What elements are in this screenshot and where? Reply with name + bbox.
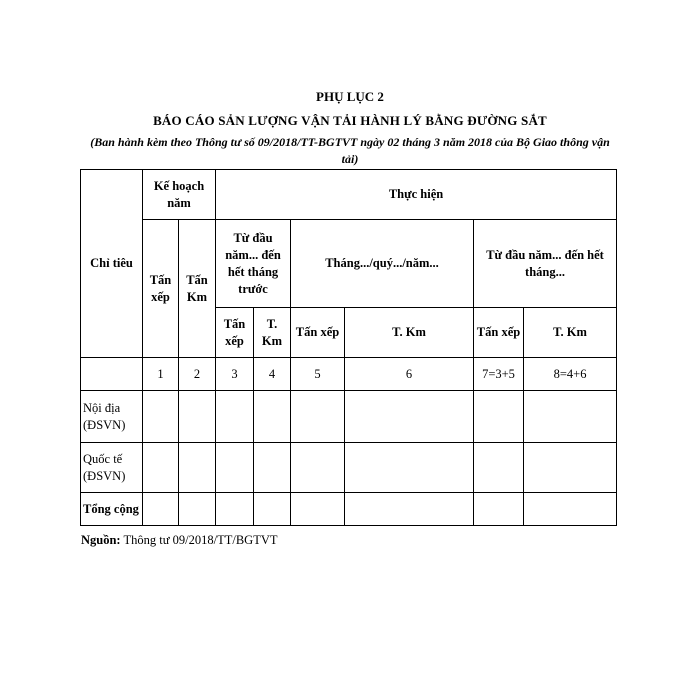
table-cell (143, 443, 179, 493)
column-number: 6 (345, 358, 474, 391)
table-cell (524, 493, 617, 526)
table-cell (143, 493, 179, 526)
table-cell (179, 443, 216, 493)
header-ytd-month: Từ đầu năm... đến hết tháng... (474, 220, 617, 308)
header-period: Tháng.../quý.../năm... (291, 220, 474, 308)
table-cell (291, 443, 345, 493)
table-row (81, 391, 617, 443)
table-cell (291, 391, 345, 443)
column-number: 7=3+5 (474, 358, 524, 391)
table-cell (291, 493, 345, 526)
header-ytd-tons: Tấn xếp (474, 308, 524, 358)
column-number: 8=4+6 (524, 358, 617, 391)
header-plan-tkm: Tấn Km (179, 220, 216, 358)
table-row (81, 443, 617, 493)
column-number-empty (81, 358, 143, 391)
table-cell (345, 493, 474, 526)
column-number: 5 (291, 358, 345, 391)
header-prev-tons: Tấn xếp (216, 308, 254, 358)
report-table (80, 169, 617, 526)
table-cell (179, 391, 216, 443)
column-number-row (81, 358, 617, 391)
header-plan-tons: Tấn xếp (143, 220, 179, 358)
table-row (81, 493, 617, 526)
table-cell (216, 391, 254, 443)
table-cell (474, 443, 524, 493)
table-cell (216, 443, 254, 493)
source-label: Nguồn: (81, 533, 121, 547)
table-cell (179, 493, 216, 526)
header-annual-plan: Kế hoạch năm (143, 170, 216, 220)
source-line (81, 533, 278, 548)
column-number: 1 (143, 358, 179, 391)
table-cell (143, 391, 179, 443)
table-cell (345, 391, 474, 443)
issuance-note: (Ban hành kèm theo Thông tư số 09/2018/TT-BGTVT ngày 02 tháng 3 năm 2018 của Bộ Giao thông vận tải) (90, 135, 610, 166)
source-text: Thông tư 09/2018/TT/BGTVT (123, 533, 278, 547)
table-cell (524, 443, 617, 493)
header-prev-tkm: T. Km (254, 308, 291, 358)
row-label-total: Tổng cộng (81, 493, 143, 526)
column-number: 2 (179, 358, 216, 391)
row-label-international: Quốc tế (ĐSVN) (81, 443, 143, 493)
column-number: 3 (216, 358, 254, 391)
table-cell (345, 443, 474, 493)
header-period-tkm: T. Km (345, 308, 474, 358)
table-cell (254, 493, 291, 526)
table-cell (254, 391, 291, 443)
table-cell (216, 493, 254, 526)
row-label-domestic: Nội địa (ĐSVN) (81, 391, 143, 443)
header-ytd-tkm: T. Km (524, 308, 617, 358)
header-row-1 (81, 170, 617, 220)
header-row-2 (81, 220, 617, 308)
header-period-tons: Tấn xếp (291, 308, 345, 358)
table-cell (474, 391, 524, 443)
appendix-heading: PHỤ LỤC 2 (316, 89, 384, 104)
header-ytd-prev-month: Từ đầu năm... đến hết tháng trước (216, 220, 291, 308)
header-actual: Thực hiện (216, 170, 617, 220)
table-cell (474, 493, 524, 526)
report-title: BÁO CÁO SẢN LƯỢNG VẬN TẢI HÀNH LÝ BẰNG ĐƯỜNG SẮT (153, 113, 547, 128)
table-cell (524, 391, 617, 443)
table-cell (254, 443, 291, 493)
column-number: 4 (254, 358, 291, 391)
header-indicator: Chỉ tiêu (81, 170, 143, 358)
